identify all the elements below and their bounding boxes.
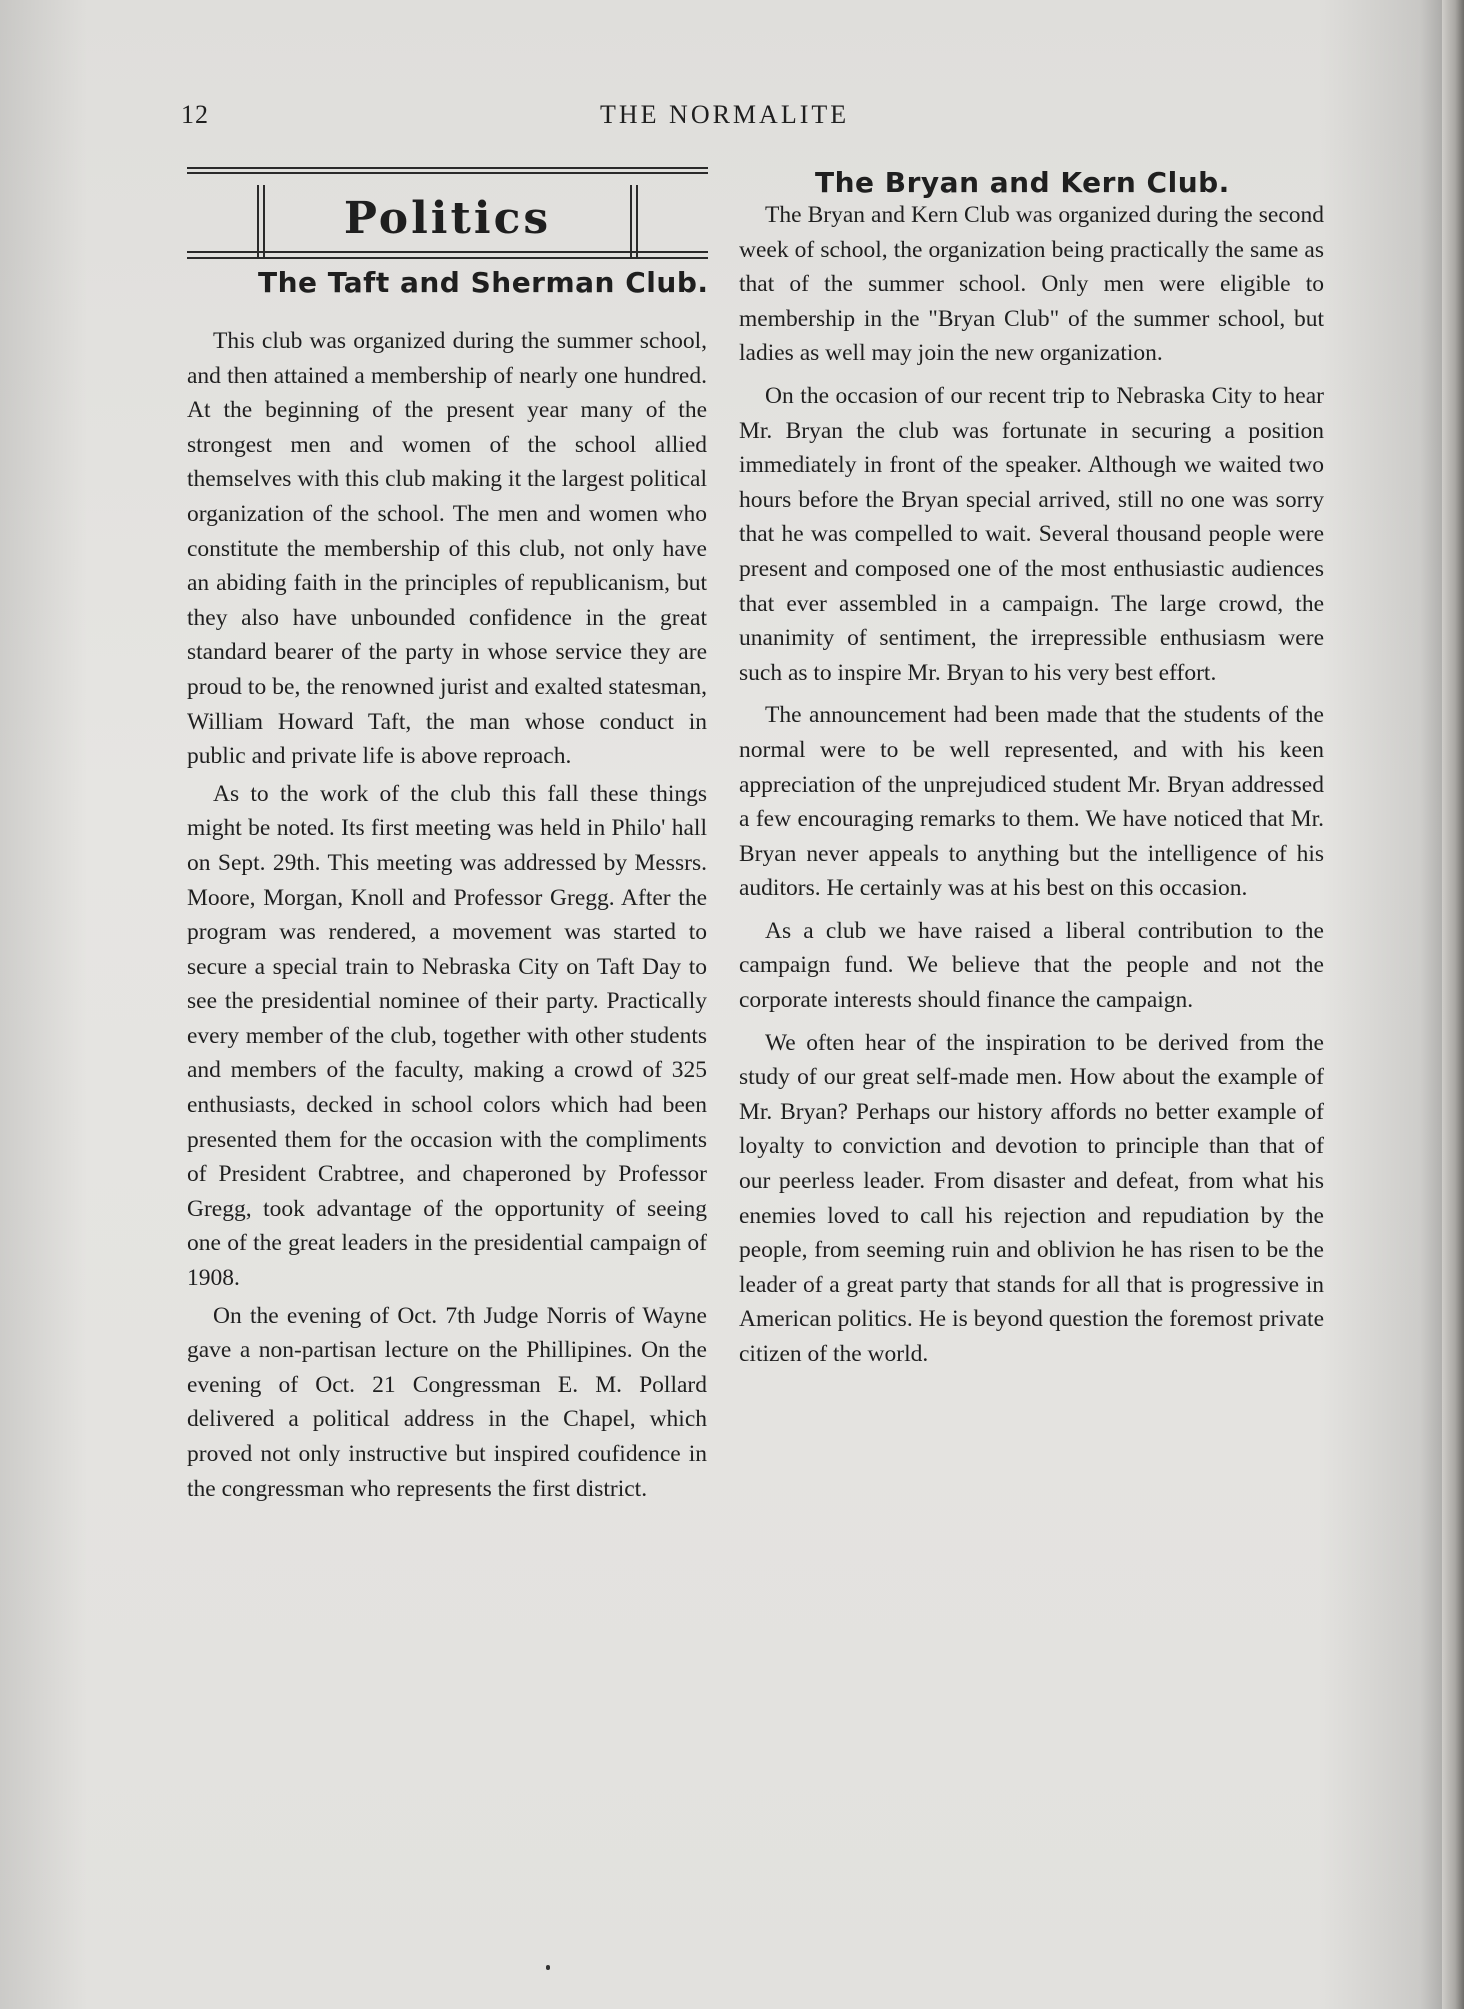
bryan-article-body — [739, 198, 1324, 1372]
binding-edge — [1442, 0, 1464, 2009]
section-banner — [187, 167, 708, 260]
bryan-paragraph: We often hear of the inspiration to be derived from the study of our great self-made men. How about the example of Mr. Bryan? Perhaps our history affords no better example of loyalty to conviction and devotion to principle than that of our peerless leader. From disaster and defeat, from what his enemies loved to call his rejection and repudiation by the people, from seeming ruin and oblivion he has risen to be the leader of a great party that stands for all that is progressive in American politics. He is beyond question the foremost private citizen of the world. — [739, 1029, 1324, 1367]
bryan-paragraph: On the occasion of our recent trip to Nebraska City to hear Mr. Bryan the club was fortunate in securing a position immediately in front of the speaker. Although we waited two hours before the Bryan special arrived, still no one was sorry that he was compelled to wait. Several thousand people were present and composed one of the most enthusiastic audiences that ever assembled in a campaign. The large crowd, the unanimity of sentiment, the irrepressible enthusiasm were such as to inspire Mr. Bryan to his very best effort. — [739, 382, 1324, 686]
taft-paragraph: On the evening of Oct. 7th Judge Norris of Wayne gave a non-partisan lecture on the Phillipines. On the evening of Oct. 21 Congressman E. M. Pollard delivered a political address in the Chapel, which proved not only instructive but inspired coufidence in the congressman who represents the first district. — [187, 1302, 707, 1502]
banner-bottom-rule — [187, 257, 708, 259]
taft-article-heading: The Taft and Sherman Club. — [258, 266, 709, 299]
taft-article-body — [187, 324, 707, 1506]
banner-top-rule — [187, 167, 708, 169]
ink-speck — [546, 1965, 550, 1970]
running-head: THE NORMALITE — [600, 100, 850, 129]
section-title: Politics — [343, 193, 552, 244]
page-number: 12 — [181, 100, 209, 129]
taft-paragraph: This club was organized during the summer school, and then attained a membership of nearly one hundred. At the beginning of the present year many of the strongest men and women of the school allied themselves with this club making it the largest political organization of the school. The men and women who constitute the membership of this club, not only have an abiding faith in the principles of republicanism, but they also have unbounded confidence in the great standard bearer of the party in whose service they are proud to be, the renowned jurist and exalted statesman, William Howard Taft, the man whose conduct in public and private life is above reproach. — [187, 328, 707, 770]
bryan-paragraph: As a club we have raised a liberal contribution to the campaign fund. We believe that the people and not the corporate interests should finance the campaign. — [739, 917, 1324, 1014]
taft-paragraph: As to the work of the club this fall these things might be noted. Its first meeting was held in Philo' hall on Sept. 29th. This meeting was addressed by Messrs. Moore, Morgan, Knoll and Professor Gregg. After the program was rendered, a movement was started to secure a special train to Nebraska City on Taft Day to see the presidential nominee of their party. Practically every member of the club, together with other students and members of the faculty, making a crowd of 325 enthusiasts, decked in school colors which had been presented them for the occasion with the compliments of President Crabtree, and chaperoned by Professor Gregg, took advantage of the opportunity of seeing one of the great leaders in the presidential campaign of 1908. — [187, 780, 707, 1292]
bryan-paragraph: The Bryan and Kern Club was organized during the second week of school, the organization being practically the same as that of the summer school. Only men were eligible to membership in the "Bryan Club" of the summer school, but ladies as well may join the new organization. — [739, 202, 1324, 367]
banner-top-rule-inner — [187, 172, 708, 174]
bryan-paragraph: The announcement had been made that the students of the normal were to be well represented, and with his keen appreciation of the unprejudiced student Mr. Bryan addressed a few encouraging remarks to them. We have noticed that Mr. Bryan never appeals to anything but the intelligence of his auditors. He certainly was at his best on this occasion. — [739, 702, 1324, 902]
bryan-article-heading: The Bryan and Kern Club. — [815, 166, 1230, 199]
banner-bottom-rule-inner — [187, 251, 708, 253]
